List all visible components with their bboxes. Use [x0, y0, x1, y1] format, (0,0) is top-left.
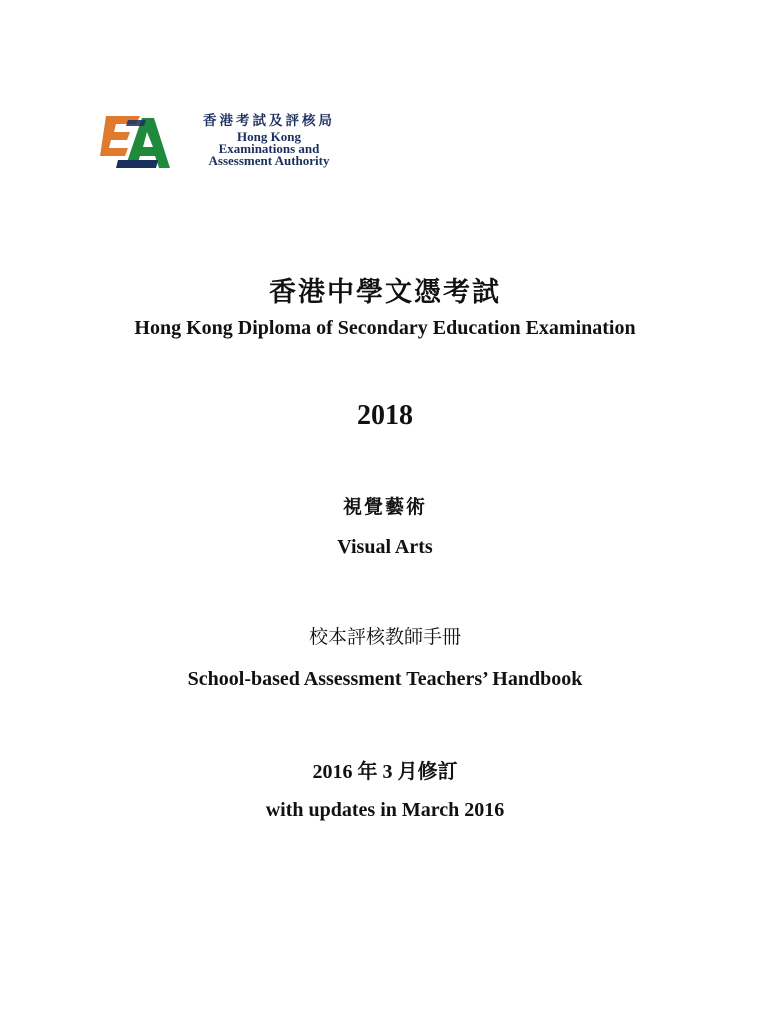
- exam-year: 2018: [357, 400, 413, 431]
- logo-text: [180, 112, 358, 167]
- handbook-title-en: School-based Assessment Teachers’ Handbook: [187, 668, 583, 690]
- hkeaa-logo: [98, 112, 358, 172]
- logo-name-zh: 香港考試及評核局: [203, 113, 335, 129]
- logo-name-en-line2: Examinations and: [218, 141, 320, 156]
- subject-zh: 視覺藝術: [342, 496, 427, 518]
- hkeaa-emblem-icon: [98, 114, 174, 170]
- logo-name-en-line1: Hong Kong: [237, 129, 301, 144]
- revision-note-en: with updates in March 2016: [265, 799, 505, 821]
- revision-note-zh: 2016 年 3 月修訂: [312, 761, 458, 783]
- exam-title-zh: 香港中學文憑考試: [269, 277, 501, 308]
- exam-title-en: Hong Kong Diploma of Secondary Education Examination: [134, 317, 636, 339]
- handbook-title-zh: 校本評核教師手冊: [308, 626, 461, 648]
- logo-name-en-line3: Assessment Authority: [208, 153, 330, 168]
- subject-en: Visual Arts: [337, 536, 433, 558]
